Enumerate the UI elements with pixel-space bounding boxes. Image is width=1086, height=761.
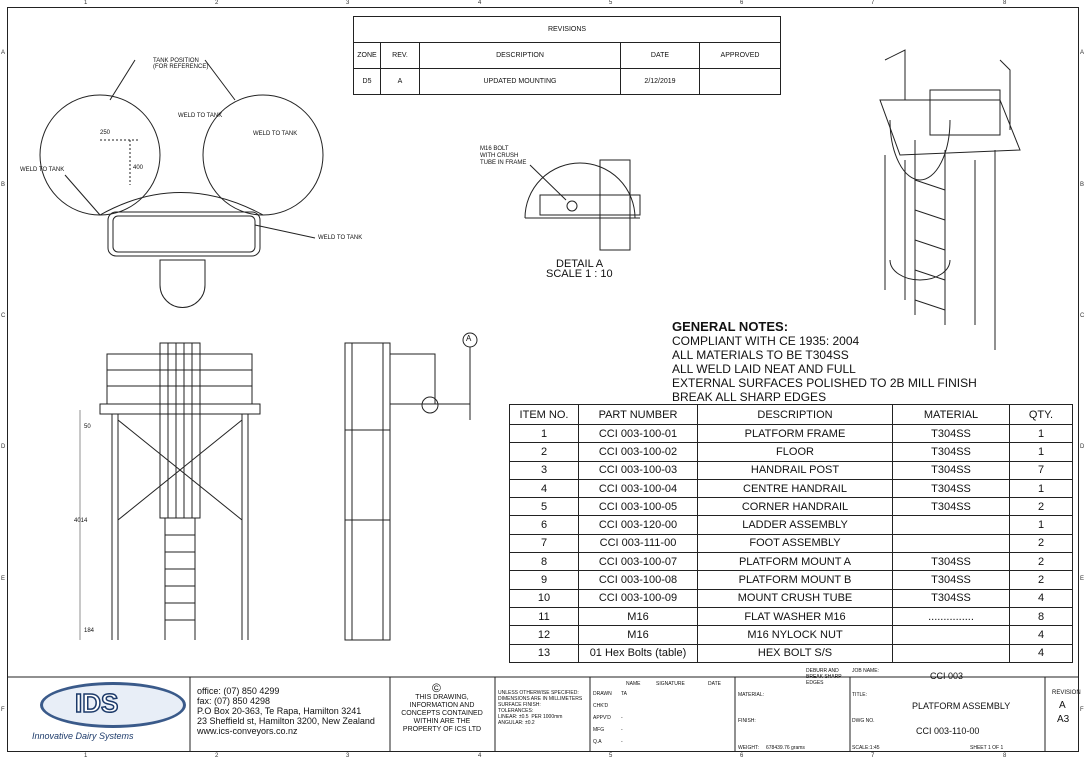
zone-row-marker: F: [1080, 707, 1084, 713]
bom-cell: 01 Hex Bolts (table): [579, 644, 698, 662]
bom-cell: M16: [579, 626, 698, 644]
label-weld-1: WELD TO TANK: [178, 113, 223, 119]
bom-cell: PLATFORM FRAME: [698, 425, 893, 443]
label-tank-position: TANK POSITION (FOR REFERENCE): [153, 58, 209, 70]
dwg-label: DWG NO.: [852, 718, 875, 724]
bom-cell: CCI 003-120-00: [579, 516, 698, 534]
note-line: BREAK ALL SHARP EDGES: [672, 390, 827, 404]
company-po: P.O Box 20-363, Te Rapa, Hamilton 3241: [197, 706, 362, 716]
bom-cell: 8: [510, 553, 579, 571]
zone-column-marker: 4: [478, 753, 482, 759]
zone-row-marker: A: [1, 50, 6, 56]
signoff-cell: DRAWN: [593, 691, 612, 697]
bom-cell: 2: [1010, 534, 1073, 552]
bom-cell: 4: [1010, 644, 1073, 662]
job-label: JOB NAME:: [852, 668, 879, 674]
note-line: ALL WELD LAID NEAT AND FULL: [672, 362, 856, 376]
note-line: COMPLIANT WITH CE 1935: 2004: [672, 334, 860, 348]
rev-date: 2/12/2019: [621, 69, 700, 95]
zone-row-marker: B: [1, 182, 6, 188]
bom-cell: CCI 003-111-00: [579, 534, 698, 552]
rev-description: UPDATED MOUNTING: [420, 69, 621, 95]
bom-cell: CCI 003-100-03: [579, 461, 698, 479]
zone-column-marker: 1: [84, 753, 88, 759]
signoff-cell: -: [621, 739, 623, 745]
bom-cell: T304SS: [893, 443, 1010, 461]
title-label: TITLE:: [852, 692, 868, 698]
dim-top: 50: [84, 424, 91, 430]
bom-cell: 2: [510, 443, 579, 461]
front-elevation: [80, 343, 260, 640]
bom-cell: HANDRAIL POST: [698, 461, 893, 479]
bom-cell: 1: [1010, 516, 1073, 534]
label-weld-2: WELD TO TANK: [253, 131, 298, 137]
revision-value: A: [1059, 700, 1066, 711]
logo-text: IDS: [75, 688, 119, 718]
bom-row: [510, 607, 1073, 625]
bom-cell: CCI 003-100-05: [579, 498, 698, 516]
bom-cell: 11: [510, 607, 579, 625]
isometric-view: [880, 50, 1020, 350]
bom-cell: 1: [1010, 479, 1073, 497]
zone-row-marker: A: [1080, 50, 1085, 56]
bom-row: [510, 516, 1073, 534]
zone-column-marker: 8: [1003, 0, 1007, 6]
bom-cell: T304SS: [893, 553, 1010, 571]
company-contact: [197, 686, 375, 736]
weight-value: 678439.76 grams: [766, 745, 805, 751]
dim-bottom: 184: [84, 628, 95, 634]
bom-cell: CCI 003-100-08: [579, 571, 698, 589]
rev-header-approved: APPROVED: [700, 43, 781, 69]
bom-row: [510, 589, 1073, 607]
job-name: CCI 003: [930, 671, 964, 681]
plan-view: [40, 60, 323, 308]
bom-cell: 1: [1010, 443, 1073, 461]
detail-marker: A: [466, 334, 472, 343]
bom-cell: [893, 626, 1010, 644]
company-office: office: (07) 850 4299: [197, 686, 280, 696]
dim-height: 4014: [74, 518, 88, 524]
detail-title: DETAIL A: [556, 258, 604, 270]
zone-column-marker: 2: [215, 753, 219, 759]
bom-cell: PLATFORM MOUNT B: [698, 571, 893, 589]
bom-cell: 7: [510, 534, 579, 552]
zone-row-marker: B: [1080, 182, 1085, 188]
bom-cell: 5: [510, 498, 579, 516]
bom-cell: M16: [579, 607, 698, 625]
finish-label: FINISH:: [738, 718, 756, 724]
bom-cell: T304SS: [893, 589, 1010, 607]
bom-row: [510, 534, 1073, 552]
zone-row-marker: D: [1080, 444, 1085, 450]
bom-row: [510, 461, 1073, 479]
zone-column-marker: 5: [609, 0, 613, 6]
bom-cell: 4: [1010, 626, 1073, 644]
signoff-cell: -: [621, 727, 623, 733]
zone-row-marker: C: [1080, 313, 1085, 319]
drawing-title: PLATFORM ASSEMBLY: [912, 701, 1011, 711]
bom-cell: 2: [1010, 571, 1073, 589]
bom-row: [510, 498, 1073, 516]
zone-column-marker: 7: [871, 0, 875, 6]
general-notes: [672, 320, 977, 404]
bom-cell: 6: [510, 516, 579, 534]
bom-cell: M16 NYLOCK NUT: [698, 626, 893, 644]
zone-row-marker: F: [1, 707, 5, 713]
bom-cell: 1: [510, 425, 579, 443]
zone-row-marker: E: [1, 576, 6, 582]
tolerances: UNLESS OTHERWISE SPECIFIED: DIMENSIONS ARE IN MILLIMETERS SURFACE FINISH: TOLERANCES: LINEAR: ±0.5 PER 1000mm ANGULAR: ±0.2: [498, 690, 583, 726]
bom-row: [510, 644, 1073, 662]
zone-column-marker: 6: [740, 0, 744, 6]
side-elevation: [345, 333, 477, 640]
zone-column-marker: 3: [346, 753, 350, 759]
bom-row: [510, 571, 1073, 589]
dwg-number: CCI 003-110-00: [916, 726, 980, 736]
weight-label: WEIGHT:: [738, 745, 759, 751]
notes-heading: GENERAL NOTES:: [672, 319, 789, 334]
bom-cell: FLOOR: [698, 443, 893, 461]
zone-column-marker: 6: [740, 753, 744, 759]
bom-cell: T304SS: [893, 461, 1010, 479]
rev-header-rev: REV.: [381, 43, 420, 69]
bom-cell: 10: [510, 589, 579, 607]
dim-400: 400: [133, 165, 144, 171]
bom-cell: [893, 644, 1010, 662]
deburr-note: DEBURR AND BREAK SHARP EDGES: [806, 668, 842, 686]
revision-label: REVISION: [1052, 690, 1081, 696]
note-line: ALL MATERIALS TO BE T304SS: [672, 348, 849, 362]
company-logo: [40, 682, 186, 728]
bom-cell: T304SS: [893, 425, 1010, 443]
note-line: EXTERNAL SURFACES POLISHED TO 2B MILL FINISH: [672, 376, 977, 390]
signoff-cell: Q.A: [593, 739, 602, 745]
bom-cell: 2: [1010, 553, 1073, 571]
bom-cell: CCI 003-100-01: [579, 425, 698, 443]
bom-row: [510, 479, 1073, 497]
bom-cell: LADDER ASSEMBLY: [698, 516, 893, 534]
zone-column-marker: 8: [1003, 753, 1007, 759]
rev-header-date: DATE: [621, 43, 700, 69]
rev-rev: A: [381, 69, 420, 95]
bom-cell: 12: [510, 626, 579, 644]
bom-cell: CORNER HANDRAIL: [698, 498, 893, 516]
bom-cell: 2: [1010, 498, 1073, 516]
signoff-header: NAME: [626, 681, 641, 687]
signoff-cell: TA: [621, 691, 628, 697]
bom-cell: 7: [1010, 461, 1073, 479]
bom-row: [510, 553, 1073, 571]
signoff-cell: APPV'D: [593, 715, 611, 721]
bom-cell: 1: [1010, 425, 1073, 443]
bom-header-description: DESCRIPTION: [698, 405, 893, 425]
bom-row: [510, 425, 1073, 443]
zone-column-marker: 5: [609, 753, 613, 759]
bom-cell: 4: [510, 479, 579, 497]
copyright-text: THIS DRAWING, INFORMATION AND CONCEPTS CONTAINED WITHIN ARE THE PROPERTY OF ICS LTD: [401, 694, 483, 733]
detail-scale: SCALE 1 : 10: [546, 268, 613, 280]
zone-column-marker: 2: [215, 0, 219, 6]
signoff-cell: MFG: [593, 727, 605, 733]
bom-row: [510, 443, 1073, 461]
company-web: www.ics-conveyors.co.nz: [197, 726, 298, 736]
label-weld-3: WELD TO TANK: [20, 167, 65, 173]
bom-cell: CCI 003-100-09: [579, 589, 698, 607]
bom-header-material: MATERIAL: [893, 405, 1010, 425]
material-label: MATERIAL:: [738, 692, 765, 698]
copyright-symbol: ©: [432, 681, 441, 695]
bom-cell: CCI 003-100-07: [579, 553, 698, 571]
signoff-table: [590, 677, 735, 752]
signoff-header: DATE: [708, 681, 721, 687]
company-street: 23 Sheffield st, Hamilton 3200, New Zealand: [197, 716, 375, 726]
bom-cell: T304SS: [893, 571, 1010, 589]
bom-cell: ...............: [893, 607, 1010, 625]
bom-cell: [893, 534, 1010, 552]
bom-cell: HEX BOLT S/S: [698, 644, 893, 662]
bom-cell: PLATFORM MOUNT A: [698, 553, 893, 571]
sheet-size: A3: [1057, 714, 1070, 725]
company-name: Innovative Dairy Systems: [32, 731, 134, 741]
zone-column-marker: 4: [478, 0, 482, 6]
label-weld-4: WELD TO TANK: [318, 235, 363, 241]
rev-header-zone: ZONE: [354, 43, 381, 69]
revisions-title: REVISIONS: [354, 17, 781, 43]
zone-column-marker: 3: [346, 0, 350, 6]
signoff-cell: CHK'D: [593, 703, 609, 709]
bom-cell: 13: [510, 644, 579, 662]
bom-header-qty: QTY.: [1010, 405, 1073, 425]
sheet-number: SHEET 1 OF 1: [970, 745, 1004, 751]
detail-a-view: [525, 160, 640, 250]
zone-column-marker: 7: [871, 753, 875, 759]
dim-250: 250: [100, 130, 111, 136]
bom-cell: FLAT WASHER M16: [698, 607, 893, 625]
bom-cell: 8: [1010, 607, 1073, 625]
bom-cell: T304SS: [893, 498, 1010, 516]
bom-cell: FOOT ASSEMBLY: [698, 534, 893, 552]
zone-column-marker: 1: [84, 0, 88, 6]
bom-cell: T304SS: [893, 479, 1010, 497]
bom-cell: CCI 003-100-02: [579, 443, 698, 461]
bom-cell: 3: [510, 461, 579, 479]
bom-row: [510, 626, 1073, 644]
bom-cell: CCI 003-100-04: [579, 479, 698, 497]
zone-row-marker: E: [1080, 576, 1085, 582]
rev-zone: D5: [354, 69, 381, 95]
bom-cell: 9: [510, 571, 579, 589]
rev-header-description: DESCRIPTION: [420, 43, 621, 69]
zone-row-marker: C: [1, 313, 6, 319]
bom-cell: [893, 516, 1010, 534]
signoff-cell: -: [621, 715, 623, 721]
bill-of-materials: [509, 404, 1073, 663]
company-fax: fax: (07) 850 4298: [197, 696, 271, 706]
zone-row-marker: D: [1, 444, 6, 450]
bom-header-part: PART NUMBER: [579, 405, 698, 425]
bom-cell: MOUNT CRUSH TUBE: [698, 589, 893, 607]
bom-cell: CENTRE HANDRAIL: [698, 479, 893, 497]
bom-header-item: ITEM NO.: [510, 405, 579, 425]
signoff-header: SIGNATURE: [656, 681, 685, 687]
detail-callout: M16 BOLT WITH CRUSH TUBE IN FRAME: [480, 146, 527, 166]
scale-value: SCALE:1:45: [852, 745, 880, 751]
bom-cell: 4: [1010, 589, 1073, 607]
